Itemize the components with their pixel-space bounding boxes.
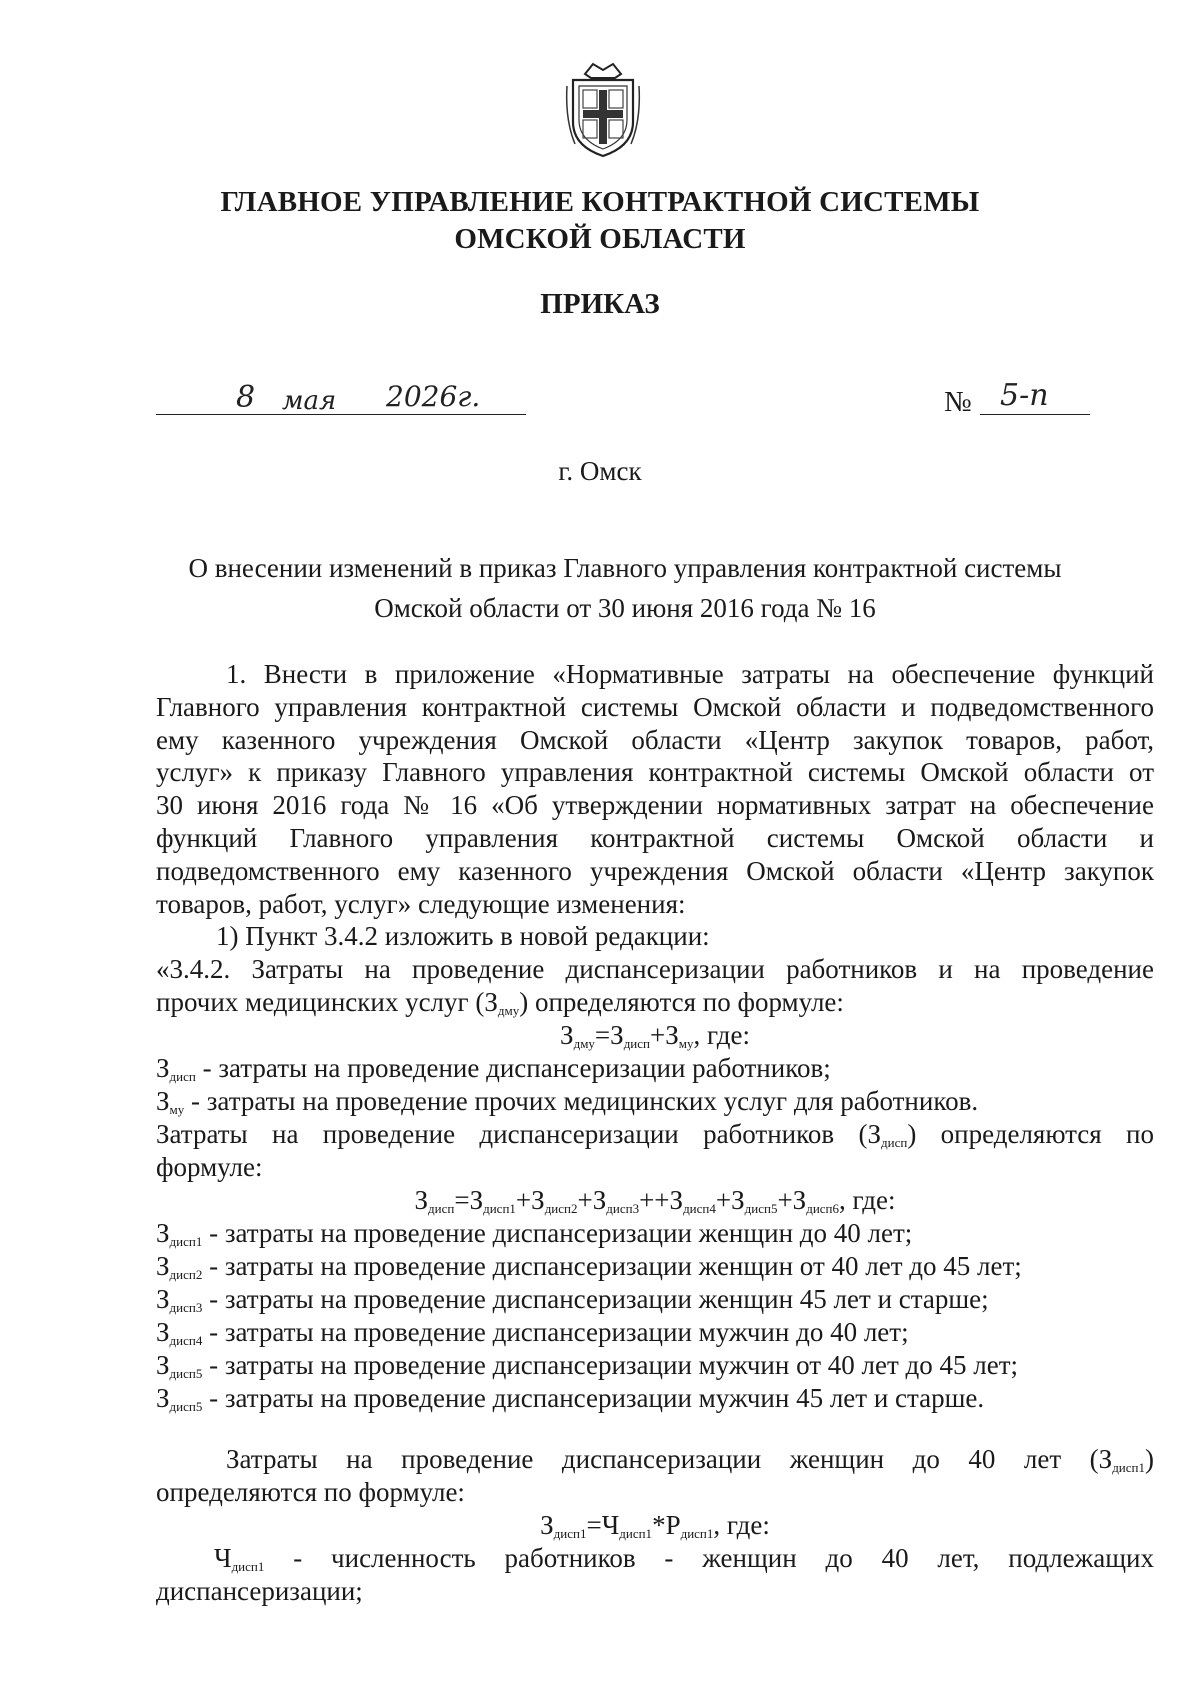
- definition-ch-line1: $Ч_{дисп1}$ - численность работников - женщин до 40 лет, подлежащих: [214, 1543, 1154, 1574]
- date-year: 2026г.: [386, 380, 481, 413]
- coat-of-arms-icon: [565, 60, 641, 160]
- definition-item: $З_{дисп5}$ - затраты на проведение диспансеризации мужчин от 40 лет до 45 лет;: [156, 1350, 1019, 1381]
- subject-line2: Омской области от 30 июня 2016 года № 16: [374, 593, 876, 623]
- definition-disp: $З_{дисп}$ - затраты на проведение диспансеризации работников;: [156, 1053, 831, 1084]
- definition-item: $З_{дисп5}$ - затраты на проведение диспансеризации мужчин 45 лет и старше.: [156, 1383, 985, 1414]
- definition-item: $З_{дисп2}$ - затраты на проведение диспансеризации женщин от 40 лет до 45 лет;: [156, 1251, 1022, 1282]
- clause-3-4-2: [156, 953, 1154, 1415]
- definition-item: $З_{дисп4}$ - затраты на проведение диспансеризации мужчин до 40 лет;: [156, 1317, 909, 1348]
- date-underline: [156, 414, 526, 415]
- definition-item: $З_{дисп3}$ - затраты на проведение диспансеризации женщин 45 лет и старше;: [156, 1284, 989, 1315]
- intro-2-line1: Затраты на проведение диспансеризации работников $(З_{дисп})$ определяются по: [156, 1119, 1154, 1150]
- paragraph-line: ему казенного учреждения Омской области «Центр закупок товаров, работ,: [156, 724, 1154, 755]
- intro-2-line2: формуле:: [156, 1152, 263, 1182]
- clause-line1: «3.4.2. Затраты на проведение диспансеризации работников и на проведение: [156, 954, 1154, 984]
- date-month: мая: [282, 386, 337, 416]
- city: г. Омск: [558, 456, 642, 486]
- definition-ch-line2: диспансеризации;: [156, 1576, 363, 1606]
- definition-item: $З_{дисп1}$ - затраты на проведение диспансеризации женщин до 40 лет;: [156, 1218, 913, 1249]
- number-underline: [980, 414, 1090, 415]
- paragraph-line: Главного управления контрактной системы Омской области и подведомственного: [156, 691, 1154, 722]
- formula-2: $З_{дисп}=З_{дисп1}+З_{дисп2}+З_{дисп3}++З_{дисп4}+З_{дисп5}+З_{дисп6}$, где:: [414, 1185, 896, 1216]
- clause-women-under-40: [156, 1443, 1154, 1608]
- subject: [150, 548, 1100, 628]
- formula-3: $З_{дисп1}=Ч_{дисп1}*Р_{дисп1}$, где:: [540, 1510, 770, 1541]
- order-number: 5-п: [1000, 378, 1049, 413]
- intro-3-line2: определяются по формуле:: [156, 1477, 465, 1507]
- subject-line1: О внесении изменений в приказ Главного управления контрактной системы: [188, 553, 1062, 583]
- number-sign: №: [944, 386, 972, 418]
- document-type-title: ПРИКАЗ: [540, 288, 660, 320]
- paragraph-line: подведомственного ему казенного учреждения Омской области «Центр закупок: [156, 855, 1154, 886]
- definition-mu: $З_{му}$ - затраты на проведение прочих медицинских услуг для работников.: [156, 1086, 979, 1117]
- paragraph-line: услуг» к приказу Главного управления контрактной системы Омской области от: [156, 757, 1154, 788]
- paragraph-line: товаров, работ, услуг» следующие изменения:: [156, 888, 686, 919]
- paragraph-line: 30 июня 2016 года № 16 «Об утверждении нормативных затрат на обеспечение: [156, 790, 1154, 821]
- clause-line2: прочих медицинских услуг $(З_{дму})$ определяются по формуле:: [156, 987, 844, 1018]
- organization-name-line1: ГЛАВНОЕ УПРАВЛЕНИЕ КОНТРАКТНОЙ СИСТЕМЫ: [220, 186, 980, 218]
- paragraph-line: 1. Внести в приложение «Нормативные затраты на обеспечение функций: [226, 659, 1154, 689]
- date-day: 8: [236, 380, 256, 415]
- paragraph-line: функций Главного управления контрактной системы Омской области и: [156, 822, 1154, 853]
- paragraph-1: [156, 658, 1154, 953]
- organization-name-line2: ОМСКОЙ ОБЛАСТИ: [454, 223, 746, 255]
- intro-3-line1: Затраты на проведение диспансеризации женщин до 40 лет $(З_{дисп1})$: [226, 1444, 1154, 1475]
- formula-1: $З_{дму}=З_{дисп}+З_{му}$, где:: [560, 1020, 750, 1051]
- item-1: 1) Пункт 3.4.2 изложить в новой редакции:: [216, 921, 710, 952]
